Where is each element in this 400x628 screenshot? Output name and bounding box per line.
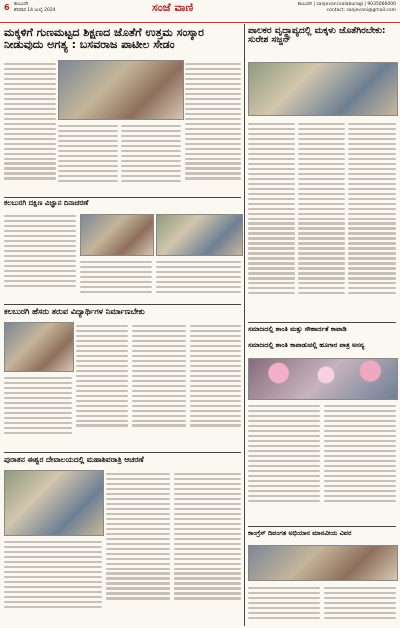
divider-2 (248, 322, 396, 323)
divider-4 (4, 452, 241, 453)
article-col-14 (190, 322, 241, 450)
article-photo-students (4, 322, 74, 372)
headline-congress: ಕಾಂಗ್ರೆಸ್ ದಿವಂಗತ ಅಭಿಯಾನ ಮಾನವೀಯ ವಿವರ (248, 529, 352, 537)
headline-hugar: ಸಮಾಜದಲ್ಲಿ ಶಾಂತಿ ಕಾಪಾಡುವಲ್ಲಿ ಹೂಗಾರ ಪಾತ್ರ ಅನನ್ಯ (248, 341, 365, 349)
article-col-16 (324, 402, 396, 522)
masthead (0, 0, 400, 23)
article-photo-stage (58, 60, 184, 120)
divider-3 (4, 304, 241, 305)
article-col-7 (348, 120, 396, 320)
masthead-right-info: ಕಲಬುರಗಿ | sanjevani.kalaburagi | 9035066000 contact: sanjevani@gmail.com (297, 2, 396, 13)
article-photo-event (248, 545, 398, 581)
article-photo-group (248, 62, 398, 116)
article-col-11 (4, 374, 72, 450)
divider-1 (4, 197, 241, 198)
divider-5 (248, 526, 396, 527)
article-col-18 (174, 470, 241, 624)
headline-science-day: ಕಲಬುರಗಿ ದಕ್ಷಿಣ ವಿಜ್ಞಾನ ದಿನಾಚರಣೆ (4, 199, 89, 207)
column-divider-main (244, 24, 245, 626)
article-col-8 (4, 212, 76, 302)
article-photo-temple (4, 470, 104, 536)
article-col-2 (58, 122, 118, 196)
article-col-17 (106, 470, 170, 624)
article-col-20 (248, 584, 320, 624)
article-col-13 (132, 322, 186, 450)
headline-students: ಕಲಬುರಗಿ ಹೆಸರು ತರುವ ವಿದ್ಯಾರ್ಥಿಗಳ ನಿರ್ಮಾಣಬೇಕು (4, 307, 145, 316)
article-col-21 (324, 584, 396, 624)
article-col-10 (156, 258, 241, 302)
article-col-6 (298, 120, 345, 320)
article-col-4 (185, 60, 241, 196)
headline-parents: ಪಾಲಕರ ವೃದ್ಧಾಪ್ಯದಲ್ಲಿ ಮಕ್ಕಳು ಜೊತೆಗಿರಬೇಕು: ಸುರೇಶ ಸಜ್ಜನ್ (248, 26, 386, 46)
article-col-1 (4, 60, 56, 196)
headline-temple: ಪುರಾತನ ಈಶ್ವರ ದೇವಾಲಯದಲ್ಲಿ ಮಹಾಶಿವರಾತ್ರಿ ಆಚರಣೆ (4, 455, 144, 464)
article-col-9 (80, 258, 152, 302)
article-photo-meeting (80, 214, 154, 256)
article-col-15 (248, 402, 320, 522)
article-col-19 (4, 538, 102, 624)
article-photo-officials (156, 214, 243, 256)
masthead-logo: ಸಂಜೆ ವಾಣಿ (152, 1, 194, 14)
article-col-5 (248, 120, 295, 320)
masthead-left-info: ಕಲಬುರಗಿ ಶನಿವಾರ 14 ಜುಲೈ 2024 (14, 2, 56, 13)
article-col-12 (76, 322, 128, 450)
headline-peace: ಸಮಾಜದಲ್ಲಿ ಶಾಂತಿ ಮತ್ತು ಸೌಹಾರ್ದತೆ ಕಾಪಾಡಿ (248, 325, 347, 333)
article-col-3 (121, 122, 181, 196)
article-photo-flowers (248, 358, 398, 400)
headline-education: ಮಕ್ಕಳಿಗೆ ಗುಣಮಟ್ಟದ ಶಿಕ್ಷಣದ ಜೊತೆಗೆ ಉತ್ತಮ ಸಂಸ್ಕಾರ ನೀಡುವುದು ಅಗತ್ಯ : ಬಸವರಾಜ ಪಾಟೀಲ ಸೇಡಂ (4, 26, 204, 51)
page-number: 6 (4, 3, 10, 12)
